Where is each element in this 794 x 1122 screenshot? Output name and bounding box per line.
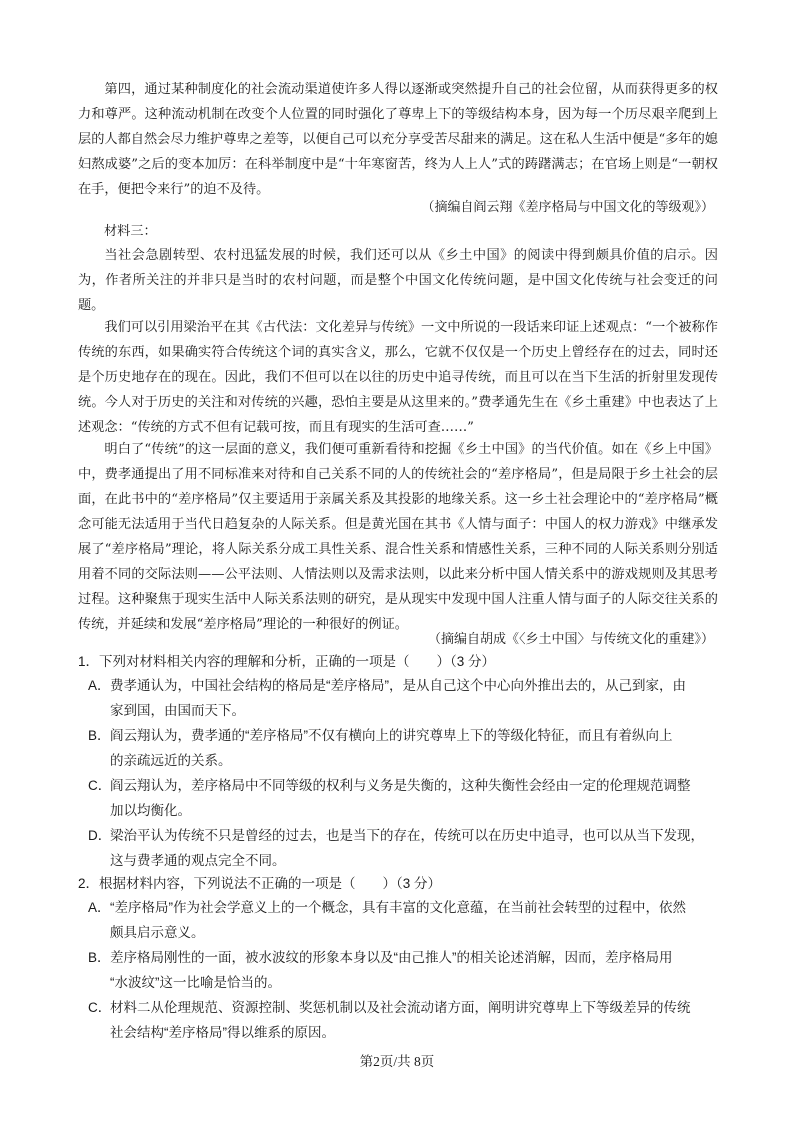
question-2-option-b[interactable] <box>88 945 720 995</box>
question-1-stem: 1．下列对材料相关内容的理解和分析，正确的一项是（ ）（3 分） <box>78 654 496 669</box>
material-three-label: 材料三： <box>104 224 157 239</box>
source-citation-1: （摘编自阎云翔《差序格局与中国文化的等级观》） <box>421 200 714 215</box>
option-text-line1: 费孝通认为，中国社会结构的格局是“差序格局”，是从自己这个中心向外推出去的，从己到家，由 <box>110 678 686 693</box>
option-text-line2: 的亲疏远近的关系。 <box>110 753 232 768</box>
option-text-line1: 差序格局刚性的一面，被水波纹的形象本身以及“由己推人”的相关论述消解，因而，差序格局用 <box>110 950 673 965</box>
paragraph-liang-quote: 我们可以引用梁治平在其《古代法：文化差异与传统》一文中所说的一段话来印证上述观点：“一个被称作传统的东西，如果确实符合传统这个词的真实含义，那么，它就不仅仅是一个历史上曾经存在的过去，同时还是个历史地存在的现在。因此，我们不但可以在以往的历史中追寻传统，而且可以在当下生活的折射里发现传统。今人对于历史的关注和对传统的兴趣，恐怕主要是从这里来的。”费孝通先生在《乡土重建》中也表达了上述观念：“传统的方式不但有记载可按，而且有现实的生活可查……” <box>78 320 718 435</box>
option-letter: B． <box>88 950 111 965</box>
question-1-option-b[interactable] <box>88 723 720 773</box>
option-text-line1: 阎云翔认为，差序格局中不同等级的权利与义务是失衡的，这种失衡性会经由一定的伦理规范调整 <box>110 778 691 793</box>
question-1-option-a[interactable] <box>88 673 720 723</box>
question-2-option-c[interactable] <box>88 995 720 1045</box>
page-number-footer: 第2页/共 8页 <box>359 1054 435 1069</box>
option-text-line2: 社会结构“差序格局”得以维系的原因。 <box>110 1025 335 1040</box>
option-letter: A． <box>88 900 111 915</box>
option-text-line2: 这与费孝通的观点完全不同。 <box>110 853 286 868</box>
option-letter: C． <box>88 778 112 793</box>
option-letter: A． <box>88 678 111 693</box>
question-2-option-a[interactable] <box>88 895 720 945</box>
option-text-line1: 阎云翔认为，费孝通的“差序格局”不仅有横向上的讲究尊卑上下的等级化特征，而且有着纵向上 <box>110 728 673 743</box>
option-letter: D． <box>88 828 112 843</box>
option-text-line1: “差序格局”作为社会学意义上的一个概念，具有丰富的文化意蕴，在当前社会转型的过程中，依然 <box>110 900 686 915</box>
option-letter: C． <box>88 1000 112 1015</box>
source-citation-2: （摘编自胡成《〈乡土中国〉与传统文化的重建》） <box>427 632 714 647</box>
paragraph-chaxu-geju: 明白了“传统”的这一层面的意义，我们便可重新看待和挖掘《乡土中国》的当代价值。如在《乡上中国》中，费孝通提出了用不同标准来对待和自己关系不同的人的传统社会的“差序格局”，但是局限于乡土社会的层面，在此书中的“差序格局”仅主要适用于亲属关系及其投影的地缘关系。这一乡土社会理论中的“差序格局”概念可能无法适用于当代日趋复杂的人际关系。但是黄光国在其书《人情与面子：中国人的权力游戏》中继承发展了“差序格局”理论，将人际关系分成工具性关系、混合性关系和情感性关系，三种不同的人际关系则分别适用着不同的交际法则——公平法则、人情法则以及需求法则，以此来分析中国人情关系中的游戏规则及其思考过程。这种聚焦于现实生活中人际关系法则的研究，是从现实中发现中国人注重人情与面子的人际交往关系的传统，并延续和发展“差序格局”理论的一种很好的例证。 <box>78 442 718 632</box>
paragraph-material3-intro: 当社会急剧转型、农村迅猛发展的时候，我们还可以从《乡土中国》的阅读中得到颇具价值的启示。因为，作者所关注的并非只是当时的农村问题，而是整个中国文化传统问题，是中国文化传统与社会变迁的问题。 <box>78 248 718 313</box>
option-text-line2: 颇具启示意义。 <box>110 925 205 940</box>
option-text-line2: 加以均衡化。 <box>110 803 191 818</box>
option-text-line1: 材料二从伦理规范、资源控制、奖惩机制以及社会流动诸方面，阐明讲究尊卑上下等级差异的传统 <box>110 1000 691 1015</box>
option-letter: B． <box>88 728 111 743</box>
option-text-line2: 家到国，由国而天下。 <box>110 703 245 718</box>
question-1-option-d[interactable] <box>88 823 720 873</box>
paragraph-fourth-point: 第四，通过某种制度化的社会流动渠道使许多人得以逐渐或突然提升自己的社会位留，从而获得更多的权力和尊严。这种流动机制在改变个人位置的同时强化了尊卑上下的等级结构本身，因为每一个历尽艰辛爬到上层的人都自然会尽力维护尊卑之差等，以便自己可以充分享受苦尽甜来的满足。这在私人生活中便是“多年的媳妇熬成婆”之后的变本加厉：在科举制度中是“十年寒窗苦，终为人上人”式的踌躇满志；在官场上则是“一朝权在手，便把令来行”的迫不及待。 <box>78 82 718 197</box>
question-1-option-c[interactable] <box>88 773 720 823</box>
option-text-line2: “水波纹”这一比喻是恰当的。 <box>110 975 281 990</box>
option-text-line1: 梁治平认为传统不只是曾经的过去，也是当下的存在，传统可以在历史中追寻，也可以从当下发现， <box>110 828 704 843</box>
question-2-stem: 2．根据材料内容，下列说法不正确的一项是（ ）（3 分） <box>78 876 442 891</box>
